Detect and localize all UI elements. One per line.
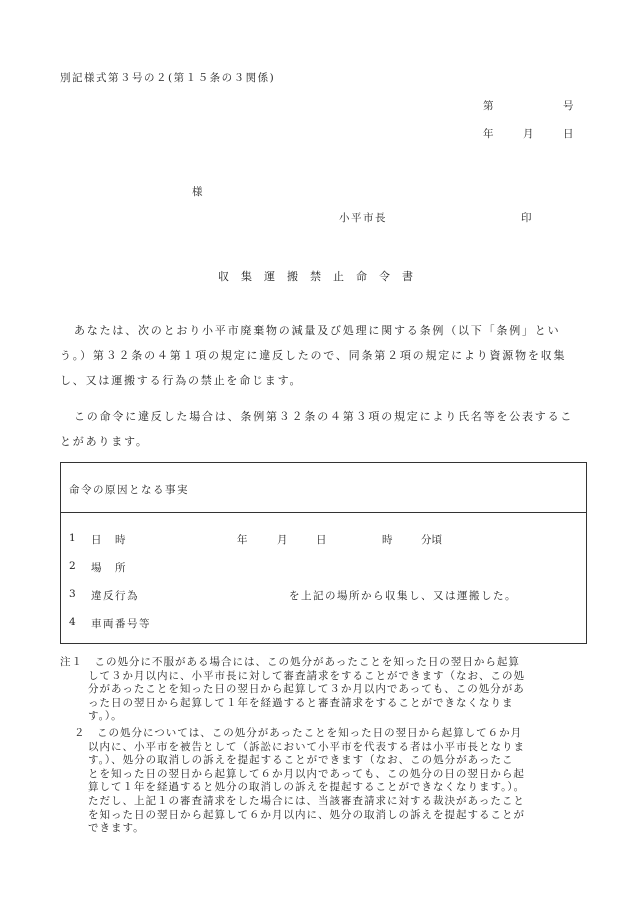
item-1-minute: 分頃	[421, 534, 442, 546]
document-title: 収集運搬禁止命令書	[218, 270, 425, 283]
date-day-label: 日	[563, 128, 574, 140]
note-1-line: った日の翌日から起算して１年を経過すると審査請求をすることができなくなりま	[88, 696, 514, 709]
facts-divider	[61, 512, 586, 513]
note-1-line: 分があったことを知った日の翌日から起算して３か月以内であっても、この処分があ	[88, 683, 525, 696]
item-3-label: 違反行為	[91, 590, 139, 602]
item-1-month: 月	[277, 534, 288, 546]
date-year-label: 年	[483, 128, 494, 140]
item-1-year: 年	[237, 534, 248, 546]
item-4-label: 車両番号等	[91, 618, 151, 630]
form-reference: 別記様式第３号の２(第１５条の３関係)	[60, 72, 276, 84]
body-line: う。）第３２条の４第１項の規定に違反したので、同条第２項の規定により資源物を収集	[60, 349, 567, 362]
note-2-line: 算して１年を経過すると処分の取消しの訴えを提起することができなくなります。）。	[88, 781, 526, 794]
item-4-number: 4	[69, 616, 76, 628]
date-month-label: 月	[523, 128, 534, 140]
note-1-line: して３か月以内に、小平市長に対して審査請求をすることができます（なお、この処	[88, 669, 525, 682]
document-number-suffix: 号	[563, 100, 574, 112]
note-2-line: 以内に、小平市を被告として（訴訟において小平市を代表する者は小平市長となりま	[88, 740, 525, 753]
item-1-number: 1	[69, 532, 76, 544]
note-1-line: 注１ この処分に不服がある場合には、この処分があったことを知った日の翌日から起算	[60, 656, 520, 668]
body-paragraph-1	[60, 322, 576, 397]
body-line: この命令に違反した場合は、条例第３２条の４第３項の規定により氏名等を公表するこ	[74, 410, 574, 423]
item-2-number: 2	[69, 560, 76, 572]
note-2-line: ただし、上記１の審査請求をした場合には、当該審査請求に対する裁決があったこと	[88, 794, 525, 807]
note-2-line: とを知った日の翌日から起算して６か月以内であっても、この処分の日の翌日から起	[88, 767, 525, 780]
seal-mark: 印	[521, 212, 532, 224]
notes-section	[60, 656, 580, 836]
item-2-label: 場 所	[91, 562, 127, 574]
body-paragraph-2	[60, 408, 576, 458]
note-2-line: ２ この処分については、この処分があったことを知った日の翌日から起算して６か月	[74, 726, 523, 739]
item-1-label: 日 時	[91, 534, 127, 546]
note-1-line: す。）。	[88, 710, 123, 723]
item-3-number: 3	[69, 588, 76, 600]
note-2-line: を知った日の翌日から起算して６か月以内に、処分の取消しの訴えを提起することが	[88, 808, 525, 821]
document-number-prefix: 第	[483, 100, 494, 112]
facts-heading: 命令の原因となる事実	[69, 484, 189, 496]
body-line: あなたは、次のとおり小平市廃棄物の減量及び処理に関する条例（以下「条例」とい	[74, 324, 561, 337]
addressee-honorific: 様	[192, 186, 203, 198]
item-1-hour: 時	[382, 534, 393, 546]
item-1-day: 日	[316, 534, 327, 546]
body-line: とがあります。	[60, 435, 149, 448]
note-2-line: す。）、処分の取消しの訴えを提起することができます（なお、この処分があったこ	[88, 754, 514, 767]
issuer-name: 小平市長	[339, 212, 387, 224]
body-line: し、又は運搬する行為の禁止を命じます。	[60, 374, 303, 387]
note-2-line: できます。	[88, 822, 145, 835]
item-3-text: を上記の場所から収集し、又は運搬した。	[289, 590, 517, 602]
facts-box	[60, 462, 587, 644]
